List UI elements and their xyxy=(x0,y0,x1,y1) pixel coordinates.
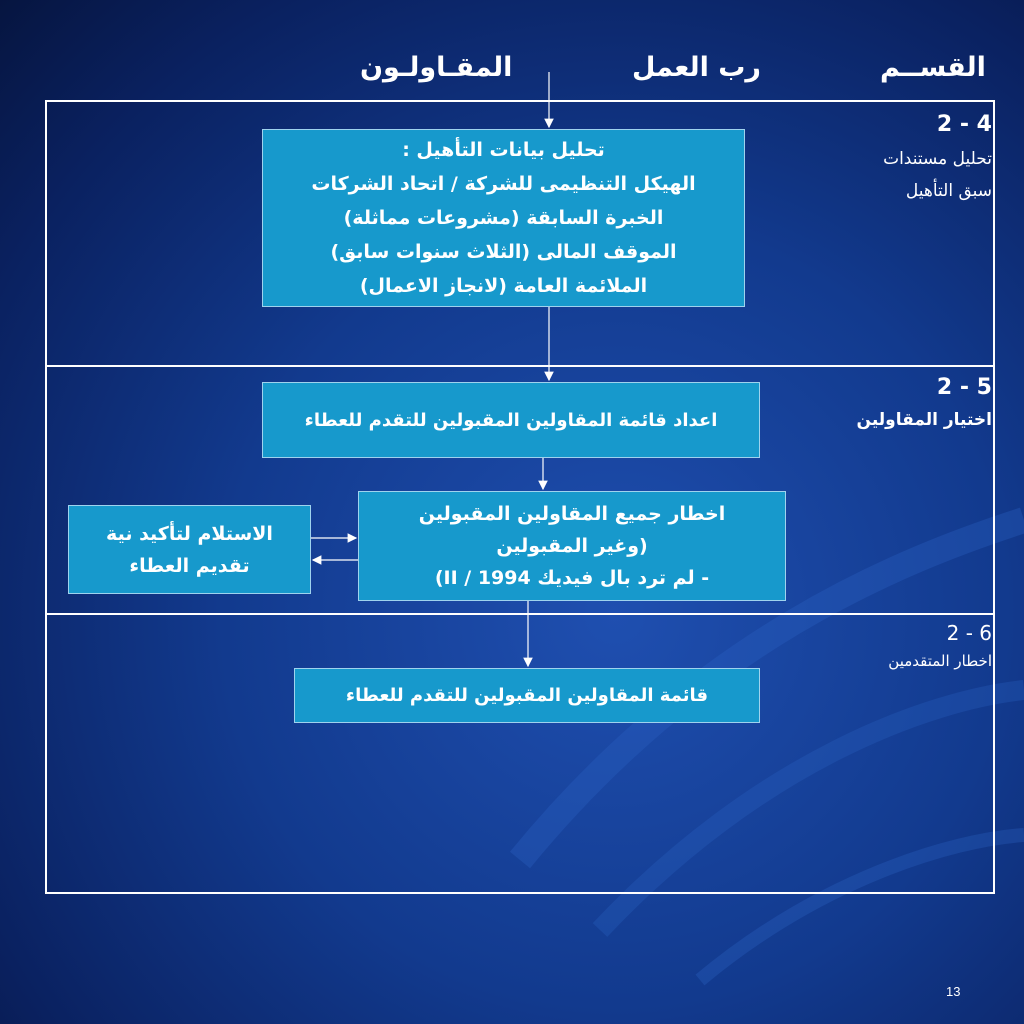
box-line: اعداد قائمة المقاولين المقبولين للتقدم للعطاء xyxy=(304,409,718,431)
section-title-line: اخطار المتقدمين xyxy=(888,652,992,670)
box-notify-all xyxy=(358,491,786,601)
box-line: الهيكل التنظيمى للشركة / اتحاد الشركات xyxy=(311,173,696,195)
section-2-5 xyxy=(857,375,992,434)
box-line: - لم ترد بال فيديك II / 1994) xyxy=(434,567,710,589)
section-2-4 xyxy=(883,112,992,205)
page-number: 13 xyxy=(946,984,961,999)
row-divider-1 xyxy=(45,365,995,367)
box-line: (وغير المقبولين xyxy=(496,535,648,557)
section-2-6 xyxy=(888,620,992,675)
box-receipt xyxy=(68,505,311,594)
box-prepare-list xyxy=(262,382,760,458)
section-number: 2 - 4 xyxy=(936,112,992,137)
box-line: قائمة المقاولين المقبولين للتقدم للعطاء xyxy=(345,685,709,706)
box-final-list xyxy=(294,668,760,723)
row-divider-2 xyxy=(45,613,995,615)
header-contractors: المقـاولـون xyxy=(360,52,513,83)
section-title-line: اختيار المقاولين xyxy=(856,410,992,430)
header-section: القســم xyxy=(880,52,986,83)
header-employer: رب العمل xyxy=(632,52,761,83)
box-line: تحليل بيانات التأهيل : xyxy=(402,139,605,161)
section-number: 2 - 5 xyxy=(936,375,992,400)
section-title-line: تحليل مستندات xyxy=(883,149,992,169)
box-line: اخطار جميع المقاولين المقبولين xyxy=(418,503,726,525)
section-number: 2 - 6 xyxy=(946,621,992,645)
section-title-line: سبق التأهيل xyxy=(905,181,992,201)
box-line: الملائمة العامة (لانجاز الاعمال) xyxy=(359,275,648,297)
box-line: الخبرة السابقة (مشروعات مماثلة) xyxy=(343,207,664,229)
box-analysis xyxy=(262,129,745,307)
box-line: الموقف المالى (الثلاث سنوات سابق) xyxy=(330,241,677,263)
box-line: الاستلام لتأكيد نية xyxy=(106,522,273,545)
box-line: تقديم العطاء xyxy=(129,554,250,577)
